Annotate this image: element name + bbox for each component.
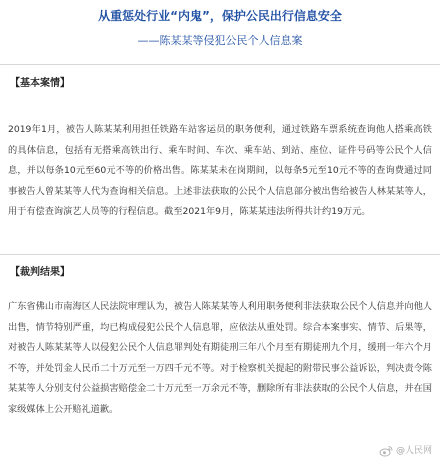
subhead: ——陈某某等侵犯公民个人信息案 — [137, 34, 303, 47]
section-title-basic-facts: 【基本案情】 — [10, 78, 70, 89]
paragraph-basic-facts: 2019年1月，被告人陈某某利用担任铁路车站客运员的职务便利，通过铁路车票系统查询他人搭乘高铁的具体信息，包括有无搭乘高铁出行、乘车时间、车次、乘车站、到站、座位、证件号码等公民个人信息，并以每条10元至60元不等的价格出售。陈某某未在岗期间，以每条5元至10元不等的查询费通过同事被告人曾某某等人代为查询相关信息。上述非法获取的公民个人信息部分被出售给被告人林某某等人，用于有偿查询演艺人员等的行程信息。截至2021年9月，陈某某违法所得共计约19万元。 — [8, 124, 432, 217]
headline: 从重惩处行业“内鬼”，保护公民出行信息安全 — [98, 9, 342, 23]
weibo-icon — [379, 445, 393, 457]
watermark — [379, 444, 432, 458]
paragraph-verdict: 广东省佛山市南海区人民法院审理认为，被告人陈某某等人利用职务便利非法获取公民个人信息并向他人出售，情节特别严重，均已构成侵犯公民个人信息罪，应依法从重处罚。综合本案事实、情节、后果等，对被告人陈某某等人以侵犯公民个人信息罪判处有期徒刑三年八个月至有期徒刑九个月，缓刑一年六个月不等，并处罚金人民币二十万元至一万四千元不等。对于检察机关提起的附带民事公益诉讼，判决责令陈某某等人分别支付公益损害赔偿金二十万元至一万余元不等，删除所有非法获取的公民个人信息，并在国家级媒体上公开赔礼道歉。 — [8, 301, 432, 415]
divider — [0, 254, 440, 255]
section-title-verdict: 【裁判结果】 — [10, 267, 70, 278]
watermark-text: @人民网 — [395, 446, 432, 456]
divider — [0, 64, 440, 65]
